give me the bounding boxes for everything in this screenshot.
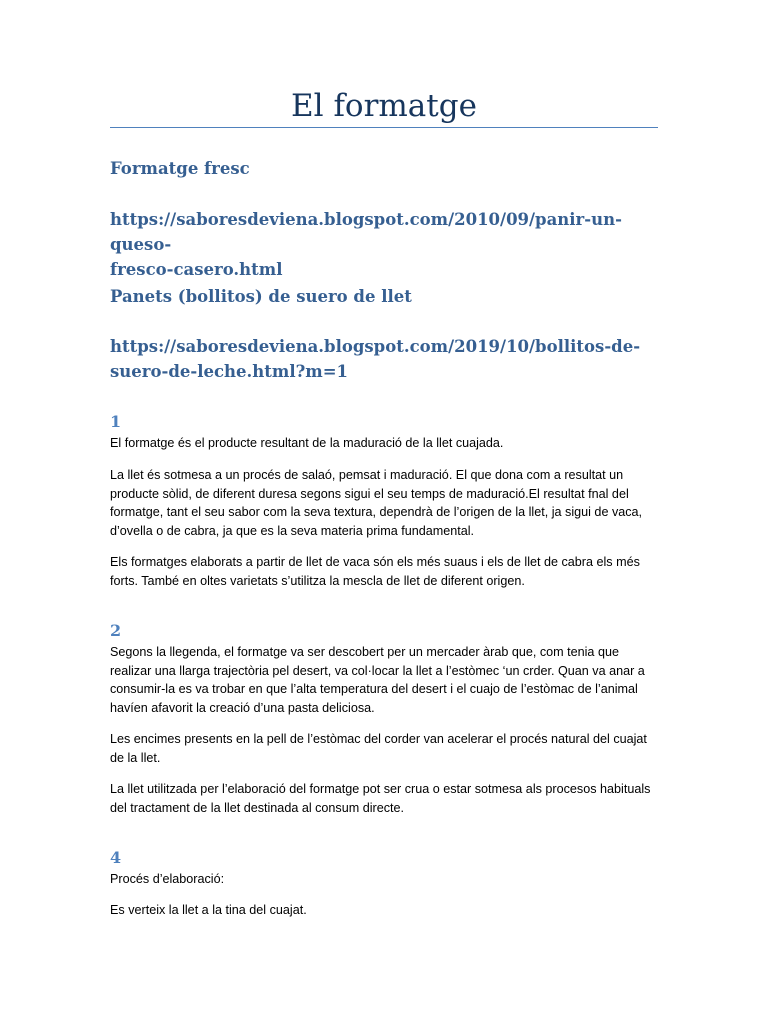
link-line: https://saboresdeviena.blogspot.com/2019/10/bollitos-de- xyxy=(110,337,641,356)
link-formatge-fresc[interactable] xyxy=(110,207,658,282)
link-panets[interactable] xyxy=(110,334,658,384)
paragraph: La llet utilitzada per l’elaboració del formatge pot ser crua o estar sotmesa als procesos habituals del tractament de la llet destinada al consum directe. xyxy=(110,782,651,815)
page-title: El formatge xyxy=(291,88,477,124)
heading-formatge-fresc: Formatge fresc xyxy=(110,159,250,178)
paragraph: La llet és sotmesa a un procés de salaó, pemsat i maduració. El que dona com a resultat un producte sòlid, de diferent duresa segons sigui el seu temps de maduració.El resultat fnal del formatge, tant el seu sabor com la seva textura, dependrà de l’origen de la llet, ja sigui de vaca, d’ovella o de cabra, ja que es la seva materia prima fundamental. xyxy=(110,468,643,538)
paragraph: El formatge és el producte resultant de la maduració de la llet cuajada. xyxy=(110,436,504,450)
link-line: suero-de-leche.html?m=1 xyxy=(110,362,349,381)
section-number: 4 xyxy=(110,848,122,867)
link-line: fresco-casero.html xyxy=(110,260,283,279)
title-underline xyxy=(110,127,658,128)
paragraph: Les encimes presents en la pell de l’estòmac del corder van acelerar el procés natural del cuajat de la llet. xyxy=(110,732,647,765)
paragraph: Es verteix la llet a la tina del cuajat. xyxy=(110,903,307,917)
paragraph: Els formatges elaborats a partir de llet de vaca són els més suaus i els de llet de cabra els més forts. També en oltes varietats s’utilitza la mescla de llet de diferent origen. xyxy=(110,555,640,588)
section-number: 1 xyxy=(110,412,122,431)
paragraph: Procés d’elaboració: xyxy=(110,872,225,886)
link-line: https://saboresdeviena.blogspot.com/2010/09/panir-un-queso- xyxy=(110,210,622,254)
paragraph: Segons la llegenda, el formatge va ser descobert per un mercader àrab que, com tenia que realizar una llarga trajectòria pel desert, va col·locar la llet a l’estòmec ‘un crder. Quan va anar a consumir-la es va trobar en que l’alta temperatura del desert i el cuajo de l’estòmac de l’animal havíen afavorit la creació d’una pasta deliciosa. xyxy=(110,645,645,715)
heading-panets: Panets (bollitos) de suero de llet xyxy=(110,287,412,306)
section-number: 2 xyxy=(110,621,122,640)
